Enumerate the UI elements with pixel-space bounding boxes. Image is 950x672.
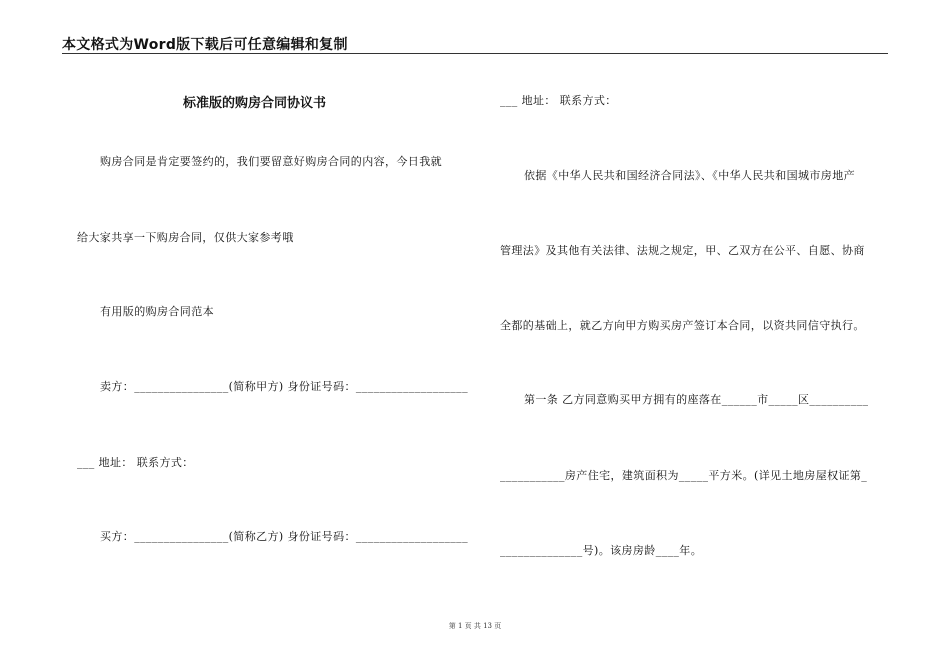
clause-one-line: 第一条 乙方同意购买甲方拥有的座落在______市_____区__________ xyxy=(524,393,869,406)
paragraph-line: 有用版的购房合同范本 xyxy=(100,305,214,318)
clause-one-line: ___________房产住宅，建筑面积为_____平方米。(详见土地房屋权证第_ xyxy=(500,469,868,482)
page-number: 第 1 页 共 13 页 xyxy=(448,622,502,630)
paragraph-line: 给大家共享一下购房合同，仅供大家参考哦 xyxy=(77,231,294,244)
document-title: 标准版的购房合同协议书 xyxy=(183,96,327,111)
paragraph-line: 全都的基础上，就乙方向甲方购买房产签订本合同，以资共同信守执行。 xyxy=(500,319,865,332)
paragraph-line: 依据《中华人民共和国经济合同法》、《中华人民共和国城市房地产 xyxy=(524,169,855,182)
paragraph-line: 管理法》及其他有关法律、法规之规定，甲、乙双方在公平、自愿、协商 xyxy=(500,244,865,257)
buyer-address-line: ___ 地址： 联系方式： xyxy=(500,94,617,107)
page-header xyxy=(62,33,888,54)
header-text: 本文格式为Word版下载后可任意编辑和复制 xyxy=(62,37,348,53)
paragraph-line: 购房合同是肯定要签约的，我们要留意好购房合同的内容，今日我就 xyxy=(100,155,442,168)
buyer-line: 买方：________________(简称乙方) 身份证号码：___________________ xyxy=(100,530,468,543)
seller-address-line: ___ 地址： 联系方式： xyxy=(77,456,194,469)
clause-one-line: ______________号)。该房房龄____年。 xyxy=(500,544,703,557)
seller-line: 卖方：________________(简称甲方) 身份证号码：___________________ xyxy=(100,380,468,393)
